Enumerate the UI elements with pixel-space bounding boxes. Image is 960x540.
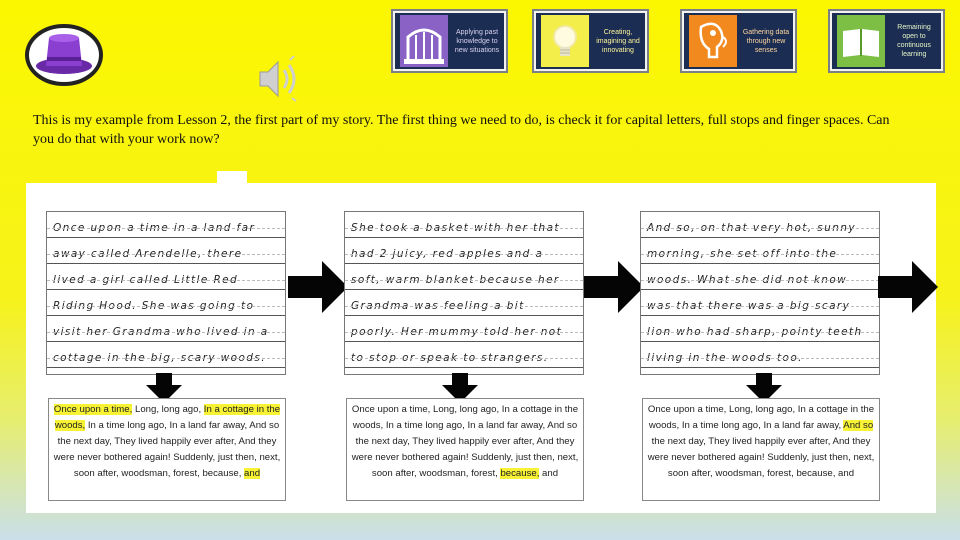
story-box-3 (640, 211, 880, 375)
word-bank-text: Once upon a time, (53, 404, 133, 415)
story-line: Riding Hood. She was going to (47, 290, 285, 316)
card-remaining-open (828, 9, 945, 73)
card-label: Remaining open to continuous learning (897, 24, 931, 58)
story-line: morning, she set off into the (641, 238, 879, 264)
card-label: Creating, imagining and innovating (596, 28, 640, 54)
story-line: She took a basket with her that (345, 212, 583, 238)
story-line: poorly. Her mummy told her not (345, 316, 583, 342)
story-line: And so, on that very hot, sunny (641, 212, 879, 238)
gate-icon (398, 13, 450, 69)
arrow-right-icon (584, 261, 644, 313)
word-bank-1 (48, 398, 286, 501)
story-line: soft, warm blanket because her (345, 264, 583, 290)
word-bank-text: and (539, 468, 559, 479)
arrow-right-icon (288, 261, 348, 313)
word-bank-text: And so (843, 420, 874, 431)
story-line: living in the woods too. (641, 342, 879, 368)
story-box-1 (46, 211, 286, 375)
card-label: Applying past knowledge to new situations (454, 28, 500, 54)
arrow-right-icon (878, 261, 938, 313)
intro-text: This is my example from Lesson 2, the first part of my story. The first thing we need to do, is check it for capital letters, full stops and finger spaces. Can you do that with your work now? (33, 113, 890, 147)
card-creating (532, 9, 649, 73)
story-line: visit her Grandma who lived in a (47, 316, 285, 342)
story-line: away called Arendelle, there (47, 238, 285, 264)
word-bank-text: and (244, 468, 261, 479)
face-senses-icon (687, 13, 739, 69)
story-line: woods. What she did not know (641, 264, 879, 290)
word-bank-text: Once upon a time, Long, long ago, In a cottage in the woods, In a time long ago, In a land far away, (647, 404, 875, 431)
story-line: Once upon a time in a land far (47, 212, 285, 238)
story-line: to stop or speak to strangers. (345, 342, 583, 368)
word-bank-text: In a cottage in the woods, (54, 404, 281, 431)
story-line: lion who had sharp, pointy teeth (641, 316, 879, 342)
word-bank-text: because, (500, 468, 540, 479)
word-bank-text: In a time long ago, In a land far away, And so the next day, They lived happily ever after, And they were never bothered again! Suddenly, just then, next, soon after, woodsman, forest, because, (53, 420, 281, 479)
card-label: Gathering data through new senses (742, 28, 790, 54)
card-gathering-data (680, 9, 797, 73)
card-applying-knowledge (391, 9, 508, 73)
panel-tab (217, 171, 247, 183)
story-box-2 (344, 211, 584, 375)
word-bank-text: the next day, They lived happily ever after, And they were never bothered again! Suddenly, just then, next, soon after, woodsman, forest, because, and (647, 436, 875, 479)
book-icon (835, 13, 887, 69)
lightbulb-icon (539, 13, 591, 69)
story-line: lived a girl called Little Red (47, 264, 285, 290)
word-bank-text: Once upon a time, Long, long ago, In a cottage in the woods, In a time long ago, In a land far away, And so the next day, They lived happily ever after, And they were never bothered again! Suddenly, just then, next, soon after, woodsman, forest, (351, 404, 579, 479)
story-panel (26, 183, 936, 513)
story-line: cottage in the big, scary woods. (47, 342, 285, 368)
word-bank-text: Long, long ago, (132, 404, 204, 415)
speaker-icon[interactable] (256, 56, 306, 102)
purple-hat-icon (25, 24, 103, 86)
story-line: had 2 juicy, red apples and a (345, 238, 583, 264)
story-line: was that there was a big scary (641, 290, 879, 316)
word-bank-3 (642, 398, 880, 501)
story-line: Grandma was feeling a bit (345, 290, 583, 316)
word-bank-2 (346, 398, 584, 501)
